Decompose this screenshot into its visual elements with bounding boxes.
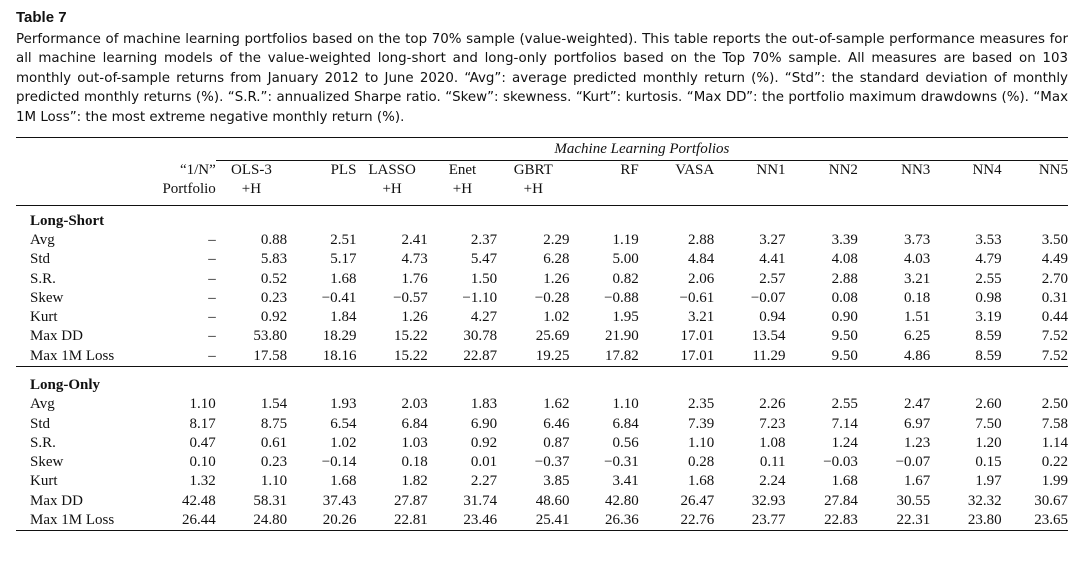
table-cell: 2.24 (759, 473, 786, 490)
table-cell: 7.52 (1041, 328, 1068, 345)
table-cell: 42.48 (182, 492, 216, 509)
row-label: Skew (30, 289, 64, 306)
table-cell: −0.31 (604, 454, 639, 471)
table-cell: 3.50 (1041, 231, 1068, 248)
table-cell: 7.58 (1041, 415, 1068, 432)
table-cell: 0.18 (904, 289, 931, 306)
table-cell: 3.73 (904, 231, 931, 248)
column-header-line2 (786, 180, 858, 205)
table-cell: 13.54 (751, 328, 786, 345)
table-cell: 7.23 (759, 415, 786, 432)
table-cell: 1.54 (260, 396, 288, 413)
table-cell: 6.28 (543, 251, 570, 268)
table-cell: 1.51 (904, 309, 931, 326)
table-cell: 1.50 (470, 270, 498, 287)
table-cell: 30.55 (896, 492, 931, 509)
table-cell: 26.47 (680, 492, 715, 509)
table-cell: 1.32 (189, 473, 216, 490)
table-cell: −0.03 (823, 454, 858, 471)
table-cell: 0.98 (975, 289, 1002, 306)
table-cell: 2.35 (687, 396, 715, 413)
table-cell: 53.80 (253, 328, 288, 345)
table-cell: 17.82 (605, 347, 639, 364)
row-label: Max DD (30, 328, 83, 345)
column-header-line1: NN1 (756, 162, 786, 179)
table-cell: 6.84 (612, 415, 639, 432)
table-cell: 9.50 (831, 328, 858, 345)
table-cell: – (208, 347, 216, 364)
table-cell: 9.50 (831, 347, 858, 364)
table-cell: – (208, 231, 216, 248)
table-row (16, 472, 1068, 491)
table-cell: 3.27 (759, 231, 786, 248)
table-cell: – (208, 328, 216, 345)
table-cell: 6.46 (543, 415, 570, 432)
column-header-line2 (714, 180, 785, 205)
table-cell: 0.44 (1041, 309, 1068, 326)
table-cell: 0.18 (401, 454, 428, 471)
table-cell: 19.25 (535, 347, 570, 364)
table-cell: 1.19 (612, 231, 639, 248)
table-cell: −0.88 (604, 289, 639, 306)
table-cell: 1.99 (1041, 473, 1068, 490)
table-row (16, 453, 1068, 472)
table-cell: 1.02 (543, 309, 570, 326)
row-label: Skew (30, 454, 64, 471)
table-cell: 8.59 (975, 347, 1002, 364)
table-cell: 27.84 (824, 492, 858, 509)
table-cell: 1.67 (904, 473, 931, 490)
table-cell: 1.95 (612, 309, 639, 326)
table-cell: 6.25 (904, 328, 931, 345)
table-cell: 5.00 (612, 251, 639, 268)
row-label: S.R. (30, 270, 56, 287)
table-cell: 8.17 (189, 415, 216, 432)
table-cell: 4.79 (975, 251, 1002, 268)
table-cell: 1.62 (543, 396, 570, 413)
table-row (16, 327, 1068, 346)
table-cell: 3.21 (904, 270, 931, 287)
table-cell: 21.90 (605, 328, 639, 345)
table-cell: 6.97 (904, 415, 931, 432)
table-cell: 22.76 (639, 511, 714, 531)
table-cell: 18.29 (322, 328, 357, 345)
table-cell: 4.41 (759, 251, 786, 268)
table-cell: 26.36 (569, 511, 638, 531)
table-cell: 2.03 (401, 396, 428, 413)
table-cell: 2.70 (1041, 270, 1068, 287)
table-cell: 2.55 (975, 270, 1002, 287)
table-cell: 0.92 (260, 309, 288, 326)
table-cell: 2.88 (687, 231, 715, 248)
table-cell: −0.37 (534, 454, 570, 471)
table-cell: 22.31 (858, 511, 930, 531)
table-cell: 22.83 (786, 511, 858, 531)
table-cell: 0.23 (260, 289, 288, 306)
table-cell: 18.16 (322, 347, 357, 364)
table-cell: 2.88 (831, 270, 858, 287)
table-cell: 1.97 (975, 473, 1002, 490)
table-cell: 30.67 (1034, 492, 1068, 509)
table-cell: −0.07 (895, 454, 931, 471)
table-cell: 2.55 (831, 396, 858, 413)
column-header-line2: Portfolio (142, 180, 215, 205)
column-header-line1: NN3 (901, 162, 931, 179)
table-cell: 2.37 (470, 231, 498, 248)
table-cell: 0.56 (612, 434, 639, 451)
table-row (16, 347, 1068, 367)
row-label: S.R. (30, 434, 56, 451)
column-header-line2 (569, 180, 638, 205)
table-cell: 0.22 (1041, 454, 1068, 471)
table-cell: 1.23 (904, 434, 931, 451)
table-cell: −0.41 (321, 289, 357, 306)
table-cell: 4.27 (470, 309, 498, 326)
table-cell: 26.44 (142, 511, 215, 531)
paper-page (16, 9, 1068, 531)
column-header-line2 (1002, 180, 1068, 205)
table-cell: 1.83 (470, 396, 498, 413)
table-cell: 25.69 (535, 328, 570, 345)
table-row (16, 289, 1068, 308)
table-row (16, 434, 1068, 453)
table-title: Table 7 (16, 9, 67, 26)
table-cell: 1.68 (330, 473, 357, 490)
table-cell: 23.80 (930, 511, 1001, 531)
table-cell: 1.10 (260, 473, 288, 490)
table-cell: 1.84 (330, 309, 357, 326)
table-cell: 0.88 (260, 231, 288, 248)
column-header-line2: +H (356, 180, 427, 205)
table-cell: −0.61 (679, 289, 715, 306)
table-cell: 1.82 (401, 473, 428, 490)
table-cell: 1.08 (759, 434, 786, 451)
column-header-line1: Enet (448, 162, 477, 179)
table-cell: 1.03 (401, 434, 428, 451)
column-header-line1: NN5 (1038, 162, 1068, 179)
table-row (16, 270, 1068, 289)
table-cell: 7.14 (831, 415, 858, 432)
table-cell: 1.10 (612, 396, 639, 413)
table-cell: 7.50 (975, 415, 1002, 432)
table-cell: 20.26 (287, 511, 356, 531)
row-label: Kurt (30, 473, 58, 490)
row-label: Max 1M Loss (16, 511, 142, 531)
table-cell: 1.26 (543, 270, 570, 287)
table-cell: 2.51 (330, 231, 357, 248)
table-cell: 0.61 (260, 434, 288, 451)
row-label: Kurt (30, 309, 58, 326)
table-cell: 48.60 (535, 492, 570, 509)
table-cell: 2.50 (1041, 396, 1068, 413)
table-cell: 3.19 (975, 309, 1002, 326)
table-cell: 0.47 (189, 434, 216, 451)
table-cell: 17.58 (253, 347, 288, 364)
table-cell: −0.07 (750, 289, 786, 306)
table-cell: 0.01 (470, 454, 498, 471)
table-cell: 23.77 (714, 511, 785, 531)
table-cell: −0.28 (534, 289, 570, 306)
column-header-line1: LASSO (368, 162, 416, 179)
table-cell: 0.92 (470, 434, 498, 451)
table-cell: 25.41 (497, 511, 569, 531)
table-cell: 3.21 (687, 309, 715, 326)
table-cell: 0.31 (1041, 289, 1068, 306)
table-cell: 1.10 (687, 434, 715, 451)
table-caption: Performance of machine learning portfolios based on the top 70% sample (value-weighted). This table reports the out-of-sample performance measures for all machine learning models of the value-weighted long-short and long-only portfolios based on the Top 70% sample. All measures are based on 103 monthly out-of-sample returns from January 2012 to June 2020. “Avg”: average predicted monthly return (%). “Std”: the standard deviation of monthly predicted monthly returns (%). “S.R.”: annualized Sharpe ratio. “Skew”: skewness. “Kurt”: kurtosis. “Max DD”: the portfolio maximum drawdowns (%). “Max 1M Loss”: the most extreme negative monthly return (%). (16, 32, 1068, 125)
table-cell: 0.94 (759, 309, 786, 326)
table-cell: 1.14 (1041, 434, 1068, 451)
table-cell: 2.41 (401, 231, 428, 248)
column-header-line1: NN2 (828, 162, 858, 179)
table-row (16, 308, 1068, 327)
table-cell: 22.87 (463, 347, 498, 364)
column-header-line2: +H (497, 180, 569, 205)
table-cell: 6.84 (401, 415, 428, 432)
table-cell: 17.01 (680, 347, 715, 364)
column-header-line2 (858, 180, 930, 205)
table-cell: 4.03 (904, 251, 931, 268)
table-cell: 1.68 (687, 473, 715, 490)
header-stub (16, 180, 142, 205)
column-header-line2 (639, 180, 714, 205)
column-header-line1: NN4 (972, 162, 1002, 179)
table-cell: 0.82 (612, 270, 639, 287)
table-cell: 32.32 (967, 492, 1002, 509)
row-label: Std (30, 251, 51, 268)
table-cell: 0.52 (260, 270, 288, 287)
table-cell: 3.53 (975, 231, 1002, 248)
table-cell: 15.22 (394, 328, 428, 345)
table-cell: 32.93 (751, 492, 786, 509)
column-header-line2: +H (428, 180, 497, 205)
table-cell: 0.23 (260, 454, 288, 471)
table-cell: 1.68 (831, 473, 858, 490)
table-cell: 0.87 (543, 434, 570, 451)
table-cell: 8.75 (260, 415, 288, 432)
row-label: Max 1M Loss (30, 347, 115, 364)
table-cell: 0.28 (687, 454, 715, 471)
table-cell: 6.90 (470, 415, 498, 432)
table-cell: 24.80 (216, 511, 287, 531)
row-label: Avg (30, 231, 55, 248)
column-header-line1: PLS (330, 162, 357, 179)
table-cell: 0.08 (831, 289, 858, 306)
table-cell: 58.31 (253, 492, 288, 509)
table-cell: 11.29 (752, 347, 786, 364)
table-cell: 4.08 (831, 251, 858, 268)
table-cell: 3.39 (831, 231, 858, 248)
table-cell: 1.26 (401, 309, 428, 326)
table-row (16, 231, 1068, 250)
table-cell: 1.10 (189, 396, 216, 413)
table-cell: 4.86 (904, 347, 931, 364)
table-cell: 1.76 (401, 270, 428, 287)
table-cell: 5.17 (330, 251, 357, 268)
table-cell: 2.29 (543, 231, 570, 248)
table-cell: 31.74 (463, 492, 498, 509)
table-cell: 42.80 (605, 492, 639, 509)
table-cell: −0.57 (393, 289, 428, 306)
table-cell: 4.84 (687, 251, 715, 268)
table-cell: 27.87 (394, 492, 428, 509)
table-cell: 0.90 (831, 309, 858, 326)
table-cell: 17.01 (680, 328, 715, 345)
table-cell: 1.20 (975, 434, 1002, 451)
table-cell: 4.73 (401, 251, 428, 268)
header-stub (16, 161, 142, 181)
table-cell: 0.15 (975, 454, 1002, 471)
table-cell: – (208, 270, 216, 287)
table-row (16, 415, 1068, 434)
table-cell: 5.83 (260, 251, 288, 268)
column-header-line2: +H (216, 180, 287, 205)
table-row (16, 250, 1068, 269)
table-cell: 6.54 (330, 415, 357, 432)
table-cell: 2.57 (759, 270, 786, 287)
table-cell: 4.49 (1041, 251, 1068, 268)
row-label: Max DD (30, 492, 83, 509)
table-cell: 1.68 (330, 270, 357, 287)
table-cell: 23.65 (1002, 511, 1068, 531)
table-cell: 2.26 (759, 396, 786, 413)
table-cell: 0.11 (759, 454, 786, 471)
table-row (16, 492, 1068, 511)
table-cell: −0.14 (321, 454, 357, 471)
table-cell: 5.47 (470, 251, 498, 268)
table-cell: 0.10 (189, 454, 216, 471)
table-cell: 23.46 (428, 511, 497, 531)
table-cell: 8.59 (975, 328, 1002, 345)
table-cell: – (208, 289, 216, 306)
table-cell: 30.78 (463, 328, 498, 345)
table-cell: 1.24 (831, 434, 858, 451)
table-cell: – (208, 309, 216, 326)
table-cell: – (208, 251, 216, 268)
table-cell: 7.52 (1041, 347, 1068, 364)
table-cell: 2.60 (975, 396, 1002, 413)
table-cell: 2.27 (470, 473, 498, 490)
row-label: Avg (30, 396, 55, 413)
table-cell: 15.22 (394, 347, 428, 364)
results-table (16, 137, 1068, 531)
table-cell: 7.39 (687, 415, 715, 432)
column-header-line1: “1/N” (179, 161, 216, 178)
table-cell: 22.81 (356, 511, 427, 531)
table-cell: 3.85 (543, 473, 570, 490)
table-cell: 2.06 (687, 270, 715, 287)
table-cell: 2.47 (904, 396, 931, 413)
column-header-line1: VASA (675, 162, 715, 179)
table-cell: 3.41 (612, 473, 639, 490)
column-header-line2 (930, 180, 1001, 205)
column-header-line1: OLS-3 (231, 162, 272, 179)
row-label: Std (30, 415, 51, 432)
table-cell: 1.02 (330, 434, 357, 451)
table-cell: 37.43 (322, 492, 357, 509)
section-heading: Long-Short (30, 212, 105, 229)
machine-learning-portfolios-spanner: Machine Learning Portfolios (216, 138, 1068, 161)
section-heading: Long-Only (30, 377, 101, 393)
column-header-line1: GBRT (513, 162, 553, 179)
table-cell: −1.10 (462, 289, 498, 306)
table-row (16, 395, 1068, 414)
column-header-line2 (287, 180, 356, 205)
column-header-line1: RF (620, 162, 639, 179)
table-cell: 1.93 (330, 396, 357, 413)
table-row (16, 511, 1068, 531)
